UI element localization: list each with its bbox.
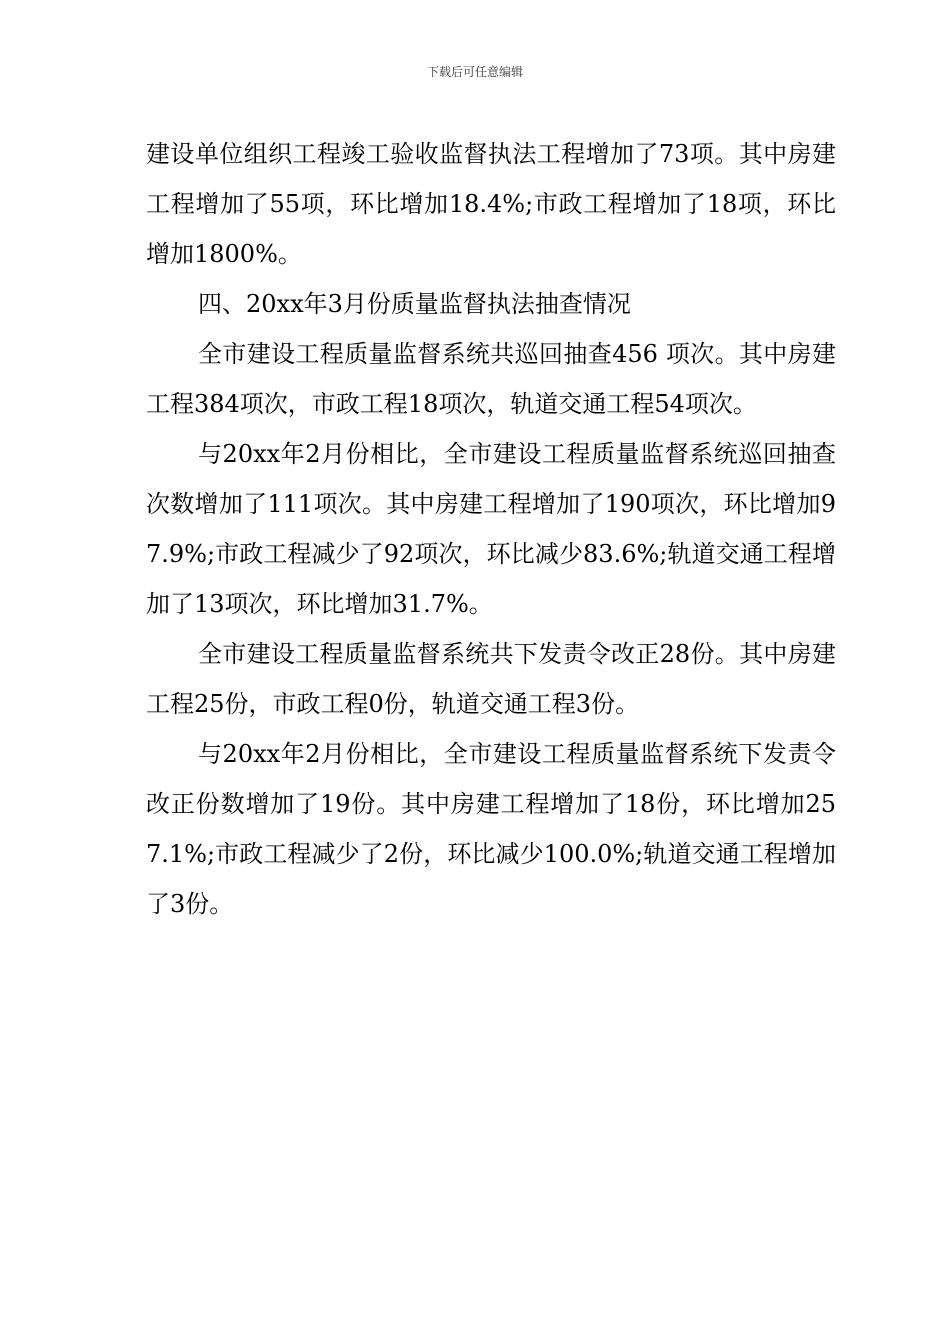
paragraph-completion-acceptance: 建设单位组织工程竣工验收监督执法工程增加了73项。其中房建工程增加了55项，环比增加18.4%;市政工程增加了18项，环比增加1800%。 [146,140,836,268]
paragraph-rectification-comparison: 与20xx年2月份相比，全市建设工程质量监督系统下发责令改正份数增加了19份。其中房建工程增加了18份，环比增加257.1%;市政工程减少了2份，环比减少100.0%;轨道交通工程增加了3份。 [146,740,836,918]
document-body [146,129,836,929]
paragraph-inspection-total: 全市建设工程质量监督系统共巡回抽查456 项次。其中房建工程384项次，市政工程18项次，轨道交通工程54项次。 [146,340,836,418]
section-heading: 四、20xx年3月份质量监督执法抽查情况 [198,290,631,318]
paragraph-rectification-total: 全市建设工程质量监督系统共下发责令改正28份。其中房建工程25份，市政工程0份，轨道交通工程3份。 [146,640,836,718]
paragraph-inspection-comparison: 与20xx年2月份相比，全市建设工程质量监督系统巡回抽查次数增加了111项次。其中房建工程增加了190项次，环比增加97.9%;市政工程减少了92项次，环比减少83.6%;轨道交通工程增加了13项次，环比增加31.7%。 [146,440,836,618]
page-header: 下载后可任意编辑 [426,65,523,79]
